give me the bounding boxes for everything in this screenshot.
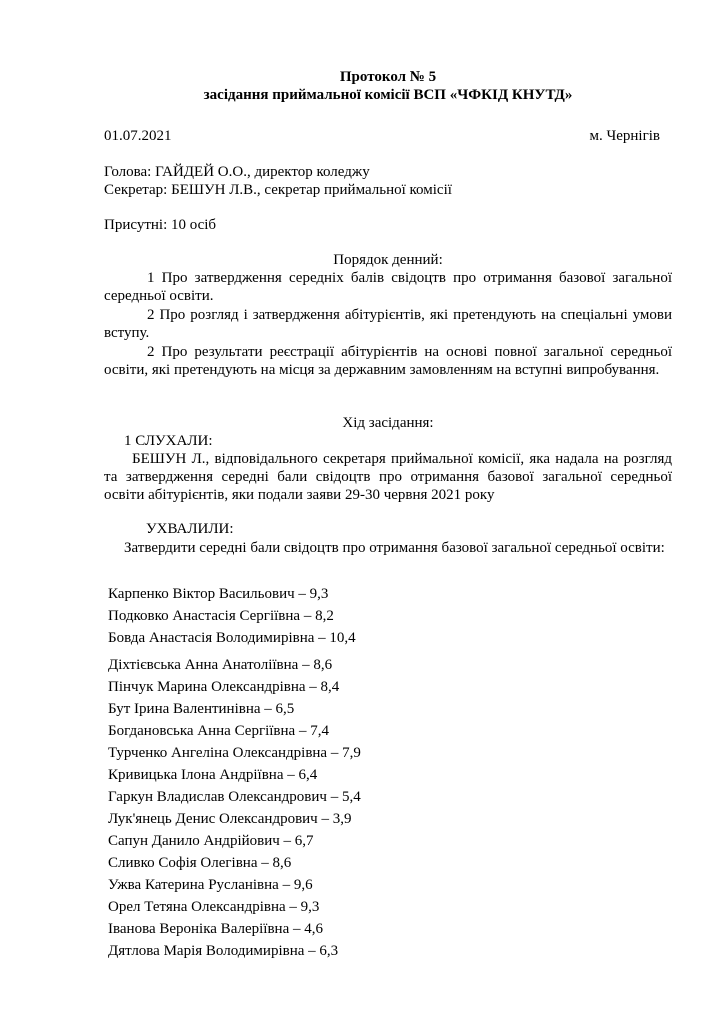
- list-item: Бовда Анастасія Володимирівна – 10,4: [108, 630, 356, 646]
- list-item: Орел Тетяна Олександрівна – 9,3: [108, 899, 320, 915]
- agenda-item-1: 1 Про затвердження середніх балів свідоцтв про отримання базової загальної середньої освіти.: [104, 270, 672, 304]
- list-item: Сливко Софія Олегівна – 8,6: [108, 855, 292, 871]
- chair-line: Голова: ГАЙДЕЙ О.О., директор коледжу: [104, 164, 370, 180]
- attendance-line: Присутні: 10 осіб: [104, 217, 217, 233]
- list-item: Ужва Катерина Русланівна – 9,6: [108, 877, 313, 893]
- list-item: Бут Ірина Валентинівна – 6,5: [108, 701, 295, 717]
- list-item: Подковко Анастасія Сергіївна – 8,2: [108, 608, 334, 624]
- meeting-date: 01.07.2021: [104, 128, 172, 144]
- list-item: Дятлова Марія Володимирівна – 6,3: [108, 943, 339, 959]
- list-item: Лук'янець Денис Олександрович – 3,9: [108, 811, 352, 827]
- list-item: Пінчук Марина Олександрівна – 8,4: [108, 679, 340, 695]
- list-item: Гаркун Владислав Олександрович – 5,4: [108, 789, 361, 805]
- list-item: Турченко Ангеліна Олександрівна – 7,9: [108, 745, 361, 761]
- list-item: Богдановська Анна Сергіївна – 7,4: [108, 723, 329, 739]
- proceedings-title: Хід засідання:: [342, 415, 434, 431]
- document-subtitle: засідання приймальної комісії ВСП «ЧФКІД КНУТД»: [203, 87, 573, 103]
- heard-text: БЕШУН Л., відповідального секретаря приймальної комісії, яка надала на розгляд та затвердження середні бали свідоцтв про отримання базової загальної середньої освіти абітурієнтів, яки подали заяви 29-30 червня 2021 року: [104, 451, 672, 503]
- list-item: Сапун Данило Андрійович – 6,7: [108, 833, 314, 849]
- agenda-title: Порядок денний:: [333, 252, 443, 268]
- agenda-item-2: 2 Про розгляд і затвердження абітурієнтів, які претендують на спеціальні умови вступу.: [104, 307, 672, 341]
- list-item: Кривицька Ілона Андріївна – 6,4: [108, 767, 318, 783]
- list-item: Карпенко Віктор Васильович – 9,3: [108, 586, 329, 602]
- heard-label: 1 СЛУХАЛИ:: [124, 433, 213, 449]
- meeting-city: м. Чернігів: [589, 128, 660, 144]
- document-title: Протокол № 5: [339, 69, 437, 85]
- resolved-text: Затвердити середні бали свідоцтв про отримання базової загальної середньої освіти:: [124, 540, 665, 556]
- resolved-label: УХВАЛИЛИ:: [146, 521, 234, 537]
- list-item: Діхтієвська Анна Анатоліївна – 8,6: [108, 657, 333, 673]
- secretary-line: Секретар: БЕШУН Л.В., секретар приймальної комісії: [104, 182, 452, 198]
- list-item: Іванова Вероніка Валеріївна – 4,6: [108, 921, 323, 937]
- agenda-item-3: 2 Про результати реєстрації абітурієнтів на основі повної загальної середньої освіти, які претендують на місця за державним замовленням на вступні випробування.: [104, 344, 672, 378]
